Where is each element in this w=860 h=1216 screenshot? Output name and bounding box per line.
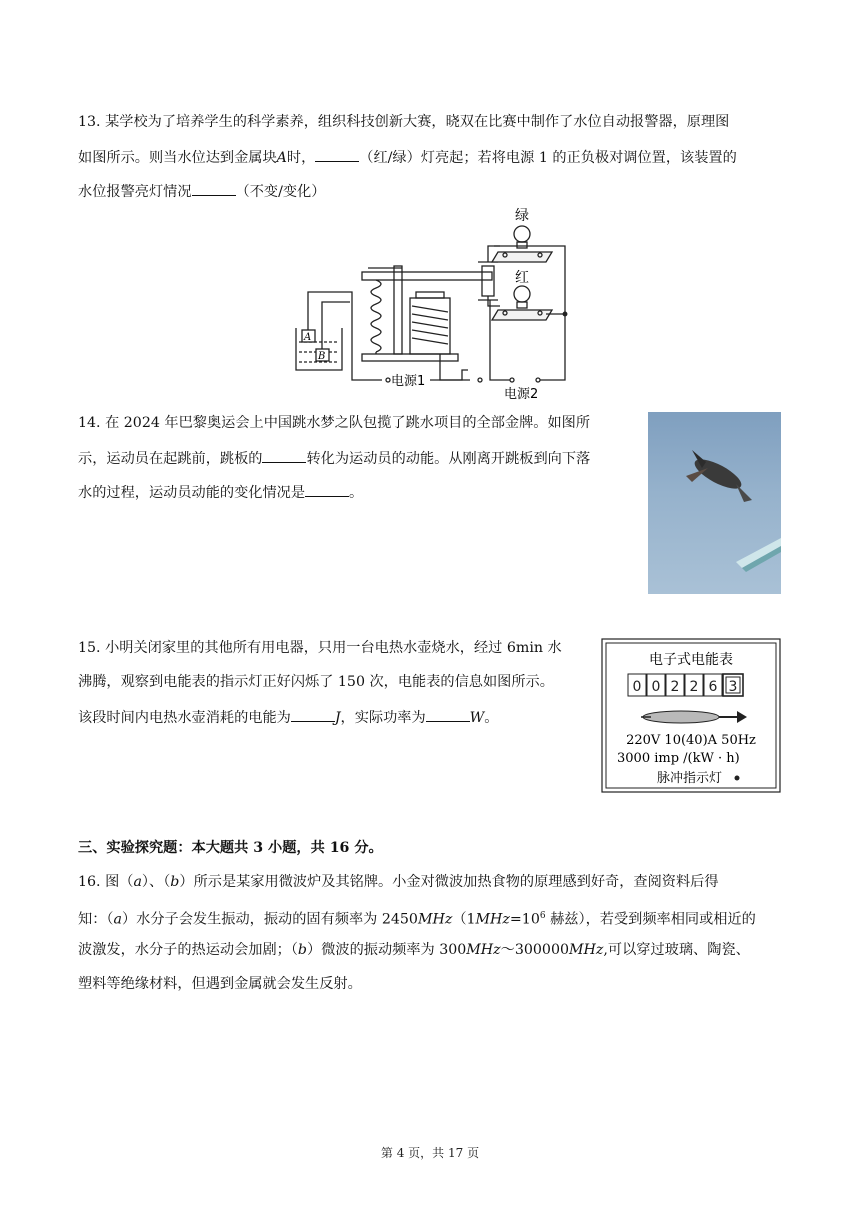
green-lamp-board xyxy=(492,252,552,262)
q15-blank2 xyxy=(426,706,470,722)
q16-l3-d: ,可以穿过玻璃、陶瓷、 xyxy=(603,942,750,958)
meter-title: 电子式电能表 xyxy=(649,652,733,668)
q16-l3-a: 波激发，水分子的热运动会加剧；（ xyxy=(78,942,298,958)
q16-line1 xyxy=(78,872,719,892)
red-label: 红 xyxy=(515,270,529,286)
power2-label: 电源2 xyxy=(504,387,539,402)
q13-var-a: A xyxy=(276,150,287,166)
q16-line2 xyxy=(78,906,756,930)
q16-l2-a: 知：（ xyxy=(78,911,114,928)
q16-l1-c: ）所示是某家用微波炉及其铭牌。小金对微波加热食物的原理感到好奇，查阅资料后得 xyxy=(179,874,719,890)
green-lamp xyxy=(514,226,530,242)
q16-l1-b: ）、（ xyxy=(141,874,171,890)
q16-l2-b: ）水分子会发生振动，振动的固有频率为 2450 xyxy=(121,911,418,928)
diving-board xyxy=(736,538,781,572)
q16-line3 xyxy=(78,940,750,960)
q16-l3-u2: MHz xyxy=(569,942,604,958)
q13-line3-b: （不变/变化） xyxy=(235,184,326,200)
q13-line1: 13. 某学校为了培养学生的科学素养，组织科技创新大赛，晓双在比赛中制作了水位自动报警器，原理图 xyxy=(78,114,730,130)
power1-label: 电源1 xyxy=(391,374,426,389)
q13-line3-a: 水位报警亮灯情况 xyxy=(78,184,192,200)
q15-line3-a: 该段时间内电热水壶消耗的电能为 xyxy=(78,710,291,726)
q13-line2-a: 如图所示。则当水位达到金属块 xyxy=(78,150,277,166)
q14-line2-b: 转化为运动员的动能。从刚离开跳板到向下落 xyxy=(306,451,591,467)
q16-l2-c: （1 xyxy=(452,911,476,928)
section-3-heading: 三、实验探究题：本大题共 3 小题，共 16 分。 xyxy=(78,840,383,856)
q15-blank1 xyxy=(291,706,335,722)
q16-l1-a: 16. 图（ xyxy=(78,874,134,890)
q16-l2-sup: 6 xyxy=(539,911,546,921)
green-label: 绿 xyxy=(515,208,529,224)
q14-line2-a: 示，运动员在起跳前，跳板的 xyxy=(78,451,263,467)
q16-l2-e: 赫兹），若受到频率相同或相近的 xyxy=(545,911,756,928)
meter-spec-2: 3000 imp /(kW · h) xyxy=(617,751,740,766)
meter-digit-3: 2 xyxy=(670,679,680,695)
q15-line3-b: ，实际功率为 xyxy=(340,710,426,726)
q16-l1-vb: b xyxy=(170,874,180,890)
q14-line3 xyxy=(78,481,363,503)
q13-line2-c: （红/绿）灯亮起；若将电源 1 的正负极对调位置，该装置的 xyxy=(359,150,737,166)
diver-photo xyxy=(648,412,781,594)
q14-line2 xyxy=(78,447,590,469)
red-lamp-board xyxy=(492,310,552,320)
spring xyxy=(371,280,381,352)
q14-blank2 xyxy=(305,481,349,497)
q16-l1-va: a xyxy=(133,874,142,890)
q14-blank1 xyxy=(262,447,306,463)
energy-meter xyxy=(601,638,781,793)
q15-line1: 15. 小明关闭家里的其他所有用电器，只用一台电热水壶烧水，经过 6min 水 xyxy=(78,640,562,656)
q16-l2-va: a xyxy=(113,911,122,928)
q13-blank1 xyxy=(315,146,359,162)
diver-figure xyxy=(686,450,752,502)
q15-unit-w: W xyxy=(469,710,485,726)
label-b: B xyxy=(318,351,326,362)
q16-l2-d: =10 xyxy=(509,911,540,928)
meter-digit-4: 2 xyxy=(689,679,699,695)
q13-line2-b: 时， xyxy=(286,150,316,166)
q13-blank2 xyxy=(192,180,236,196)
meter-spec-1: 220V 10(40)A 50Hz xyxy=(626,733,756,748)
meter-digit-2: 0 xyxy=(651,679,661,695)
q13-line3 xyxy=(78,180,325,202)
indicator-dot-icon xyxy=(735,776,740,781)
q16-l2-u1: MHz xyxy=(417,911,453,928)
q16-l2-u2: MHz xyxy=(475,911,510,928)
q16-l3-c: ～300000 xyxy=(500,942,570,958)
switch-contacts xyxy=(482,266,494,296)
q14-line3-b: 。 xyxy=(349,485,364,501)
armature-lever xyxy=(362,272,492,280)
q16-l3-u1: MHz xyxy=(466,942,501,958)
q15-unit-j: J xyxy=(334,710,341,726)
q15-line2: 沸腾，观察到电能表的指示灯正好闪烁了 150 次，电能表的信息如图所示。 xyxy=(78,674,554,690)
q13-line2 xyxy=(78,146,737,168)
relay-post xyxy=(394,266,402,354)
meter-digit-1: 0 xyxy=(632,679,642,695)
meter-digit-5: 6 xyxy=(708,679,718,695)
label-a: A xyxy=(304,332,312,343)
q16-line4: 塑料等绝缘材料，但遇到金属就会发生反射。 xyxy=(78,976,362,992)
meter-indicator-label: 脉冲指示灯 xyxy=(657,771,723,786)
meter-digit-6: 3 xyxy=(728,679,738,695)
red-lamp xyxy=(514,286,530,302)
q14-line1: 14. 在 2024 年巴黎奥运会上中国跳水梦之队包揽了跳水项目的全部金牌。如图所 xyxy=(78,415,591,431)
q15-line3-c: 。 xyxy=(484,710,499,726)
page-footer: 第 4 页，共 17 页 xyxy=(380,1146,480,1160)
q15-line3 xyxy=(78,706,498,728)
q16-l3-vb: b xyxy=(297,942,307,958)
relay-base xyxy=(362,354,458,361)
water-alarm-diagram xyxy=(290,202,580,402)
q16-l3-b: ）微波的振动频率为 300 xyxy=(307,942,467,958)
q14-line3-a: 水的过程，运动员动能的变化情况是 xyxy=(78,485,306,501)
